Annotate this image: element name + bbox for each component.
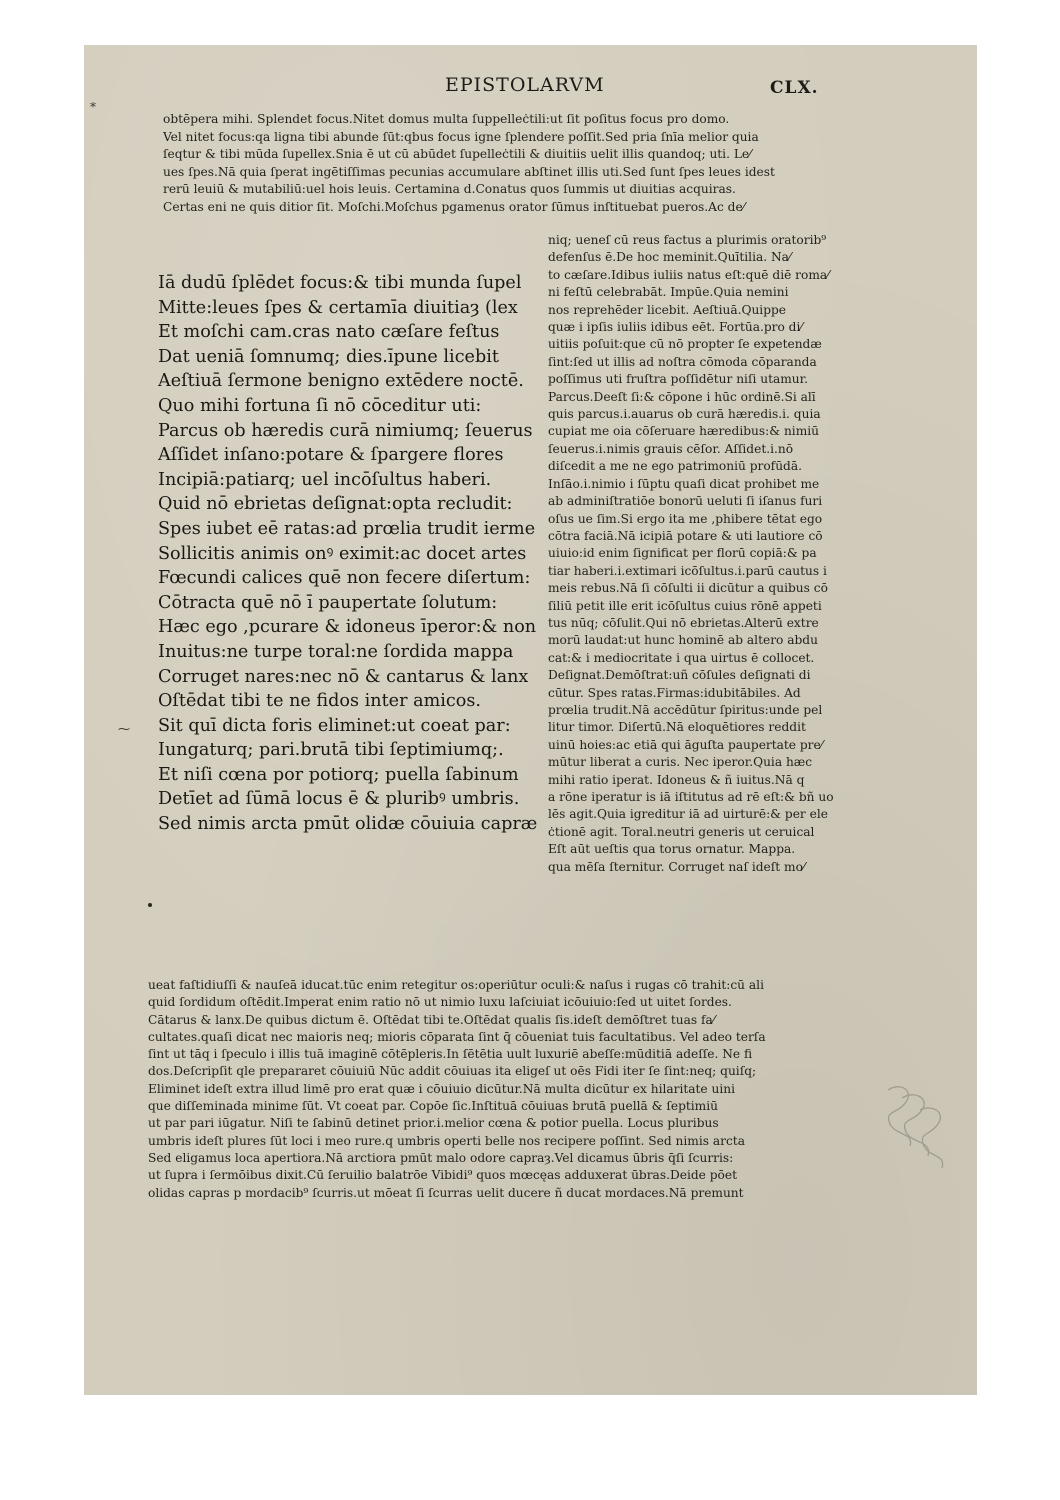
verse-line: Quid nō ebrietas deſignat:opta recludit: [158, 494, 513, 515]
commentary-line: Eſt aūt ueſtis qua torus ornatur. Mappa. [548, 842, 796, 857]
commentary-line: cūtur. Spes ratas.Firmas:idubitābiles. Ad [548, 685, 801, 700]
verse-line: Sollicitis animis onꝰ eximit:ac docet artes [158, 543, 527, 564]
verse-line: Iā dudū ſplēdet focus:& tibi munda ſupel [158, 273, 522, 293]
verse-line: Spes iubet eē ratas:ad prœlia trudit ierme [158, 518, 536, 539]
commentary-bottom-block [148, 977, 883, 1202]
commentary-line: ut par pari iūgatur. Niſi te ſabinū detinet prior.i.melior cœna & potior puella. Locus pluribus [148, 1116, 719, 1131]
verse-line: Et moſchi cam.cras nato cæſare feſtus [158, 322, 500, 343]
commentary-line: a rōne iperatur is iā iſtitutus ad rē eſt:& bñ uo [548, 790, 834, 804]
verse-line: Hæc ego ,pcurare & idoneus īperor:& non [158, 617, 537, 638]
commentary-line: uitiis poſuit:que cū nō propter ſe expetendæ [548, 337, 822, 352]
commentary-line: nos reprehēder licebit. Aeſtiuā.Quippe [548, 302, 787, 317]
commentary-top-block [163, 111, 883, 217]
verse-line: Iungaturq; pari.brutā tibi ſeptimiumq;. [158, 740, 504, 761]
commentary-line: ſint ut tāq i ſpeculo i illis tuā imaginē cōtēpleris.In ſētētia uult luxuriē abeſſe:mūditiā adeſſe. Ne fi [148, 1047, 753, 1062]
commentary-line: ni feſtū celebrabāt. Impūe.Quia nemini [548, 285, 789, 300]
commentary-line: ab adminiſtratiōe bonorū ueluti ſi iſanus furi [548, 494, 823, 509]
commentary-line: mihi ratio iperat. Idoneus & ñ iuitus.Nā q [548, 772, 805, 787]
commentary-line: olidas capras p mordacib⁹ ſcurris.ut mōeat ſi ſcurras uelit ducere ñ ducat mordaces.Nā premunt [148, 1185, 744, 1200]
ink-dot [148, 903, 152, 907]
commentary-line: obtēpera mihi. Splendet focus.Nitet domus multa ſuppelleċtili:ut ſit poſitus focus pro domo. [163, 112, 730, 126]
commentary-line: umbris ideſt plures ſūt loci i meo rure.q umbris operti belle nos recipere poſſint. Sed nimis arcta [148, 1133, 745, 1148]
commentary-line: Cātarus & lanx.De quibus dictum ē. Oſtēdat tibi te.Oſtēdat qualis ſis.ideſt demōſtret tuas fa⁄ [148, 1012, 715, 1027]
commentary-line: ueat faſtidiuſſi & nauſeā iducat.tūc enim retegitur os:operiūtur oculi:& naſus i rugas cō trahit:cū ali [148, 978, 764, 992]
commentary-line: Certas eni ne quis ditior ſit. Moſchi.Moſchus pgamenus orator ſūmus inſtituebat pueros.Ac de⁄ [163, 199, 745, 214]
verse-line: Corruget nares:nec nō & cantarus & lanx [158, 666, 529, 687]
commentary-line: mūtur liberat a curis. Nec iperor.Quia hæc [548, 755, 813, 770]
verse-line: Cōtracta quē nō ī paupertate ſolutum: [158, 592, 498, 613]
verse-line: Mitte:leues ſpes & certamīa diuitiaȝ (lex [158, 297, 518, 318]
verse-line: Et niſi cœna por potiorq; puella ſabinum [158, 764, 519, 785]
commentary-line: tiar haberi.i.extimari icōſultus.i.parū cautus i [548, 563, 827, 578]
commentary-line: prœlia trudit.Nā accēdūtur ſpiritus:unde pel [548, 702, 823, 717]
commentary-line: uiuio:id enim ſignificat per florū copiā:& pa [548, 546, 817, 561]
commentary-line: cultates.quaſi dicat nec maioris neq; mioris cōparata ſint q̄ cōueniat tuis facultatibus. Vel adeo terſa [148, 1029, 766, 1044]
commentary-line: cōtra faciā.Nā icipiā potare & uti lautiore cō [548, 528, 823, 543]
commentary-line: quis parcus.i.auarus ob curā hæredis.i. quia [548, 407, 821, 422]
commentary-line: oſus ue ſim.Si ergo ita me ,phibere tētat ego [548, 511, 823, 526]
ownership-stamp-icon [880, 1080, 952, 1175]
commentary-line: tus nūq; cōſulit.Qui nō ebrietas.Alterū extre [548, 615, 819, 630]
commentary-line: rerū leuiū & mutabiliū:uel hois leuis. Certamina d.Conatus quos ſummis ut diuitias acquiras. [163, 182, 736, 197]
verse-line: Dat ueniā ſomnumq; dies.īpune licebit [158, 346, 499, 367]
verse-line: Sed nimis arcta pmūt olidæ cōuiuia capræ [158, 814, 538, 835]
commentary-line: dos.Deſcripſit qle prepararet cōuiuiū Nūc addit cōuiuas ita eligeſ ut oēs Fidi iter ſe ſint:neq; quiſq; [148, 1064, 757, 1079]
commentary-line: Deſignat.Demōſtrat:uñ cōſules deſignati di [548, 668, 811, 683]
verse-line: Oſtēdat tibi te ne fidos inter amicos. [158, 691, 481, 712]
commentary-line: cupiat me oia cōſeruare hæredibus:& nimiū [548, 424, 819, 439]
commentary-line: uinū hoies:ac etiā qui āguſta paupertate pre⁄ [548, 737, 823, 752]
verse-line: Quo mihi fortuna ſi nō cōceditur uti: [158, 395, 482, 416]
commentary-line: ſeuerus.i.nimis grauis cēſor. Aſſidet.i.nō [548, 441, 794, 456]
commentary-line: ſint:ſed ut illis ad noſtra cōmoda cōparanda [548, 354, 817, 369]
verse-line: Sit quī dicta foris eliminet:ut coeat par: [158, 715, 511, 736]
commentary-line: lēs agit.Quia igreditur iā ad uirturē:& per ele [548, 807, 828, 822]
commentary-line: quæ i ipſis iuliis idibus eēt. Fortūa.pro di⁄ [548, 320, 803, 335]
commentary-line: to cæſare.Idibus iuliis natus eſt:quē diē roma⁄ [548, 267, 830, 282]
commentary-line: quid ſordidum oſtēdit.Imperat enim ratio nō ut nimio luxu laſciuiat icōuiuio:ſed ut uitet ſordes. [148, 995, 732, 1010]
commentary-line: Sed eligamus loca apertiora.Nā arctiora pmūt malo odore capraȝ.Vel dicamus ūbris q̄ſi ſcurris: [148, 1150, 734, 1165]
commentary-line: morū laudat:ut hunc hominē ab altero abdu [548, 633, 818, 648]
commentary-line: cat:& i mediocritate i qua uirtus ē collocet. [548, 650, 815, 665]
commentary-line: meis rebus.Nā ſi cōſulti ii dicūtur a quibus cō [548, 581, 828, 596]
commentary-line: ſeqtur & tibi mūda ſupellex.Snia ē ut cū abūdet ſupelleċtili & diuitiis uelit illis quandoq; uti. Le⁄ [163, 147, 752, 162]
commentary-line: qua mēſa ſternitur. Corruget naſ ideſt mo⁄ [548, 859, 805, 874]
commentary-line: ues ſpes.Nā quia ſperat ingētiſſimas pecunias accumulare abſtinet illis uti.Sed ſunt ſpes leues idest [163, 164, 775, 179]
commentary-line: Vel nitet focus:qa ligna tibi abunde ſūt:qbus focus igne ſplendere poſſit.Sed pria ſnīa melior quia [163, 129, 759, 144]
margin-mark: ⁓ [118, 722, 130, 736]
verse-line: Aeſtiuā ſermone benigno extēdere noctē. [158, 371, 524, 392]
verse-block [158, 271, 543, 837]
verse-line: Fœcundi calices quē non fecere diſertum: [158, 568, 531, 589]
margin-mark: ⁎ [90, 96, 96, 110]
commentary-line: diſcedit a me ne ego patrimoniū profūdā. [548, 459, 802, 474]
commentary-line: Inſāo.i.nimio i ſūptu quaſi dicat prohibet me [548, 476, 820, 491]
folio-number: CLX. [770, 78, 819, 98]
verse-line: Parcus ob hæredis curā nimiumq; ſeuerus [158, 420, 533, 441]
verse-line: Inuitus:ne turpe toral:ne ſordida mappa [158, 641, 514, 662]
verse-line: Detīet ad ſūmā locus ē & pluribꝰ umbris. [158, 789, 520, 810]
commentary-line: Parcus.Deeſt ſi:& cōpone i hūc ordinē.Si alī [548, 389, 816, 404]
verse-line: Aſſidet inſano:potare & ſpargere flores [158, 445, 504, 466]
running-title: EPISTOLARVM [445, 74, 605, 96]
commentary-line: que diſſeminada minime ſūt. Vt coeat par. Copōe ſic.Inſtituā cōuiuas brutā puellā & ſeptimiū [148, 1099, 718, 1114]
commentary-line: Eliminet ideſt extra illud limē pro erat quæ i cōuiuio dicūtur.Nā multa dicūtur ex hilaritate uini [148, 1081, 736, 1096]
commentary-line: niq; ueneſ cū reus factus a plurimis oratorib⁹ [548, 233, 827, 247]
commentary-right-column [548, 232, 883, 876]
commentary-line: ſiliū petit ille erit icōſultus cuius rōnē appeti [548, 598, 822, 613]
commentary-line: litur timor. Diſertū.Nā eloquētiores reddit [548, 720, 806, 735]
commentary-line: ċtionē agit. Toral.neutri generis ut ceruical [548, 824, 815, 839]
commentary-line: ut ſupra i ſermōibus dixit.Cū ſeruilio balatrōe Vibidi⁹ quos mœcęas adduxerat ūbras.Deide pōet [148, 1168, 737, 1183]
commentary-line: defenſus ē.De hoc meminit.Quītilia. Na⁄ [548, 250, 791, 265]
verse-line: Incipiā:patiarq; uel incōſultus haberi. [158, 469, 492, 490]
commentary-line: poſſimus uti fruſtra poſſidētur niſi utamur. [548, 372, 809, 387]
